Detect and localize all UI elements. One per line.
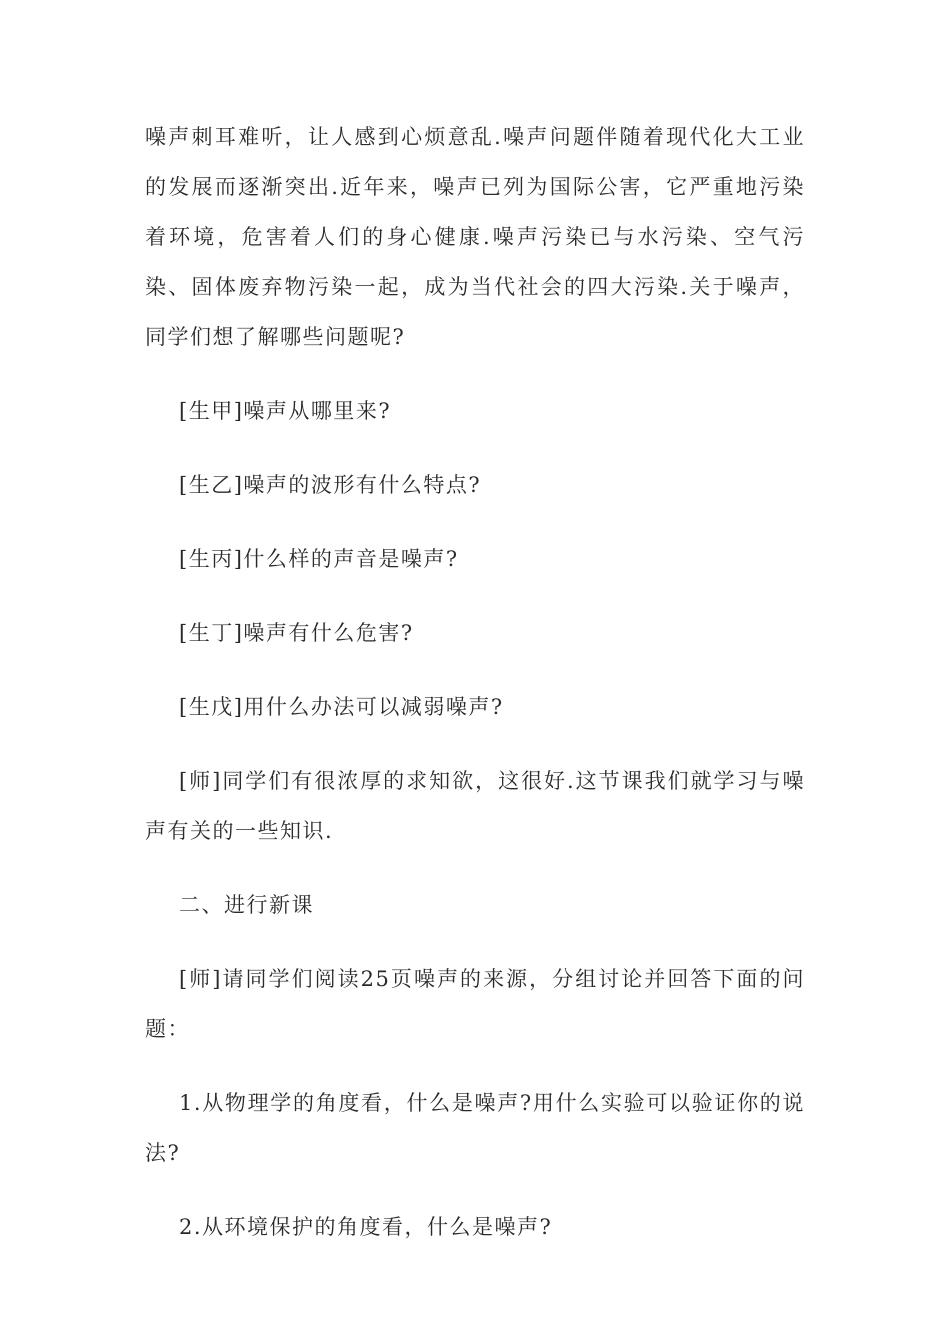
teacher-response-paragraph: [师]同学们有很浓厚的求知欲，这很好.这节课我们就学习与噪声有关的一些知识. (145, 769, 805, 843)
question-2: 2.从环境保护的角度看，什么是噪声? (179, 1215, 553, 1239)
intro-paragraph: 噪声刺耳难听，让人感到心烦意乱.噪声问题伴随着现代化大工业的发展而逐渐突出.近年来，噪声已列为国际公害，它严重地污染着环境，危害着人们的身心健康.噪声污染已与水污染、空气污染、固体废弃物污染一起，成为当代社会的四大污染.关于噪声，同学们想了解哪些问题呢? (145, 125, 805, 349)
student-c-question: [生丙]什么样的声音是噪声? (179, 547, 459, 571)
question-1: 1.从物理学的角度看，什么是噪声?用什么实验可以验证你的说法? (145, 1091, 805, 1165)
student-d-question: [生丁]噪声有什么危害? (179, 621, 414, 645)
document-body (145, 112, 805, 1252)
student-a-question: [生甲]噪声从哪里来? (179, 399, 392, 423)
section-heading: 二、进行新课 (179, 893, 314, 917)
teacher-instruction-paragraph: [师]请同学们阅读25页噪声的来源，分组讨论并回答下面的问题： (145, 967, 805, 1041)
student-b-question: [生乙]噪声的波形有什么特点? (179, 473, 482, 497)
student-e-question: [生戊]用什么办法可以减弱噪声? (179, 695, 504, 719)
